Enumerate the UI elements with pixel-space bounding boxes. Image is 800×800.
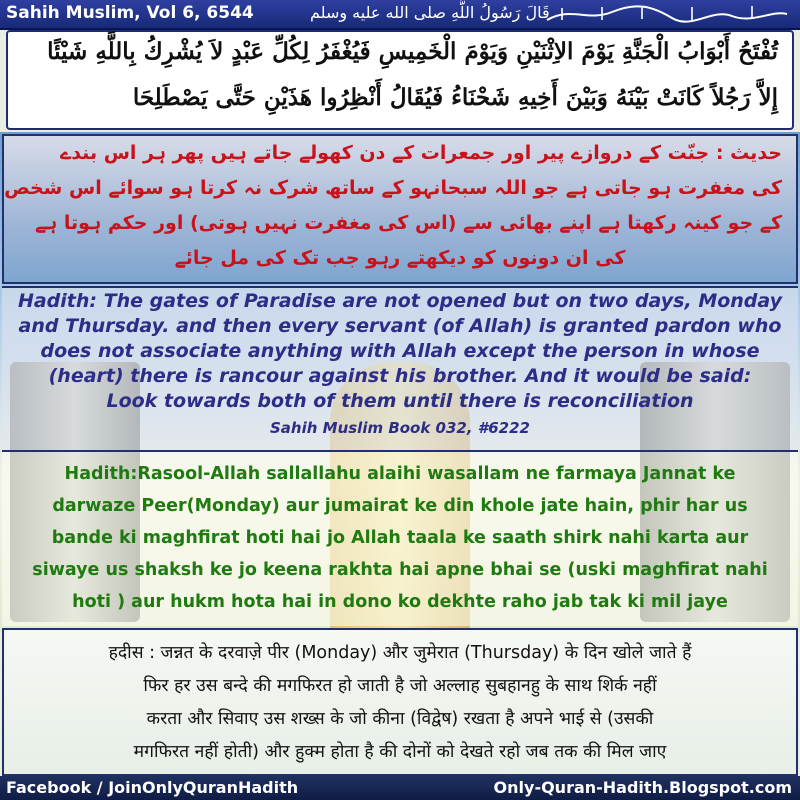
- urdu-line: کے جو کینہ رکھتا ہے اپنے بھائی سے (اس کی مغفرت نہیں ہوتی) اور حکم ہوتا ہے: [35, 212, 782, 234]
- english-line: does not associate anything with Allah except the person in whose: [40, 340, 760, 362]
- blog-link[interactable]: Only-Quran-Hadith.Blogspot.com: [493, 778, 792, 797]
- hindi-line: मगफिरत नहीं होती) और हुक्म होता है की दोनों को देखते रहो जब तक की मिल जाए: [133, 742, 667, 762]
- english-line: Hadith: The gates of Paradise are not opened but on two days, Monday: [17, 290, 783, 312]
- arabic-line: تُفْتَحُ أَبْوَابُ الْجَنَّةِ يَوْمَ الاِثْنَيْنِ وَيَوْمَ الْخَمِيسِ فَيُغْفَرُ لِكُلِّ عَبْدٍ لاَ يُشْرِكُ بِاللَّهِ شَيْئًا: [47, 38, 778, 65]
- page-title: Sahih Muslim, Vol 6, 6544: [6, 3, 254, 23]
- urdu-translation: [2, 134, 798, 284]
- facebook-link[interactable]: Facebook / JoinOnlyQuranHadith: [6, 778, 299, 797]
- arabic-line: إِلاَّ رَجُلاً كَانَتْ بَيْنَهُ وَبَيْنَ أَخِيهِ شَحْنَاءُ فَيُقَالُ أَنْظِرُوا هَذَيْنِ حَتَّى يَصْطَلِحَا: [132, 84, 778, 111]
- footer-bar: [0, 776, 800, 800]
- hadith-reference: Sahih Muslim Book 032, #6222: [270, 419, 530, 437]
- header-bar: [0, 0, 800, 30]
- salutation-text: قَالَ رَسُولُ اللَّهِ صلى الله عليه وسلم: [310, 3, 550, 22]
- english-translation: [2, 286, 798, 450]
- roman-line: siwaye us shaksh ke jo keena rakhta hai apne bhai se (uski maghfirat nahi: [32, 560, 768, 580]
- english-line: and Thursday. and then every servant (of Allah) is granted pardon who: [18, 315, 782, 337]
- hindi-line: करता और सिवाए उस शख्स के जो कीना (विद्वेष) रखता है अपने भाई से (उसकी: [146, 709, 654, 729]
- bismillah-calligraphy-icon: [542, 2, 792, 26]
- hindi-line: हदीस : जन्नत के दरवाज़े पीर (Monday) और जुमेरात (Thursday) के दिन खोले जाते हैं: [108, 643, 692, 663]
- roman-line: darwaze Peer(Monday) aur jumairat ke din khole jate hain, phir har us: [52, 496, 748, 516]
- arabic-text-box: [6, 30, 794, 130]
- urdu-line: حدیث : جنّت کے دروازے پیر اور جمعرات کے دن کھولے جاتے ہیں پھر ہر اس بندے: [60, 142, 782, 164]
- roman-line: Hadith:Rasool-Allah sallallahu alaihi wasallam ne farmaya Jannat ke: [64, 464, 736, 484]
- roman-urdu-translation: [2, 450, 798, 626]
- hindi-line: फिर हर उस बन्दे की मगफिरत हो जाती है जो अल्लाह सुबहानहु के साथ शिर्क नहीं: [143, 676, 657, 696]
- urdu-line: کی ان دونوں کو دیکھتے رہو جب تک کی مل جائے: [174, 247, 626, 269]
- hindi-translation: [2, 628, 798, 776]
- english-line: Look towards both of them until there is reconciliation: [106, 390, 694, 412]
- roman-line: bande ki maghfirat hoti hai jo Allah taala ke saath shirk nahi karta aur: [51, 528, 749, 548]
- english-line: (heart) there is rancour against his brother. And it would be said:: [48, 365, 752, 387]
- roman-line: hoti ) aur hukm hota hai in dono ko dekhte raho jab tak ki mil jaye: [72, 592, 728, 612]
- urdu-line: کی مغفرت ہو جاتی ہے جو اللہ سبحانہو کے ساتھ شرک نہ کرتا ہو سوائے اس شخص: [4, 177, 782, 199]
